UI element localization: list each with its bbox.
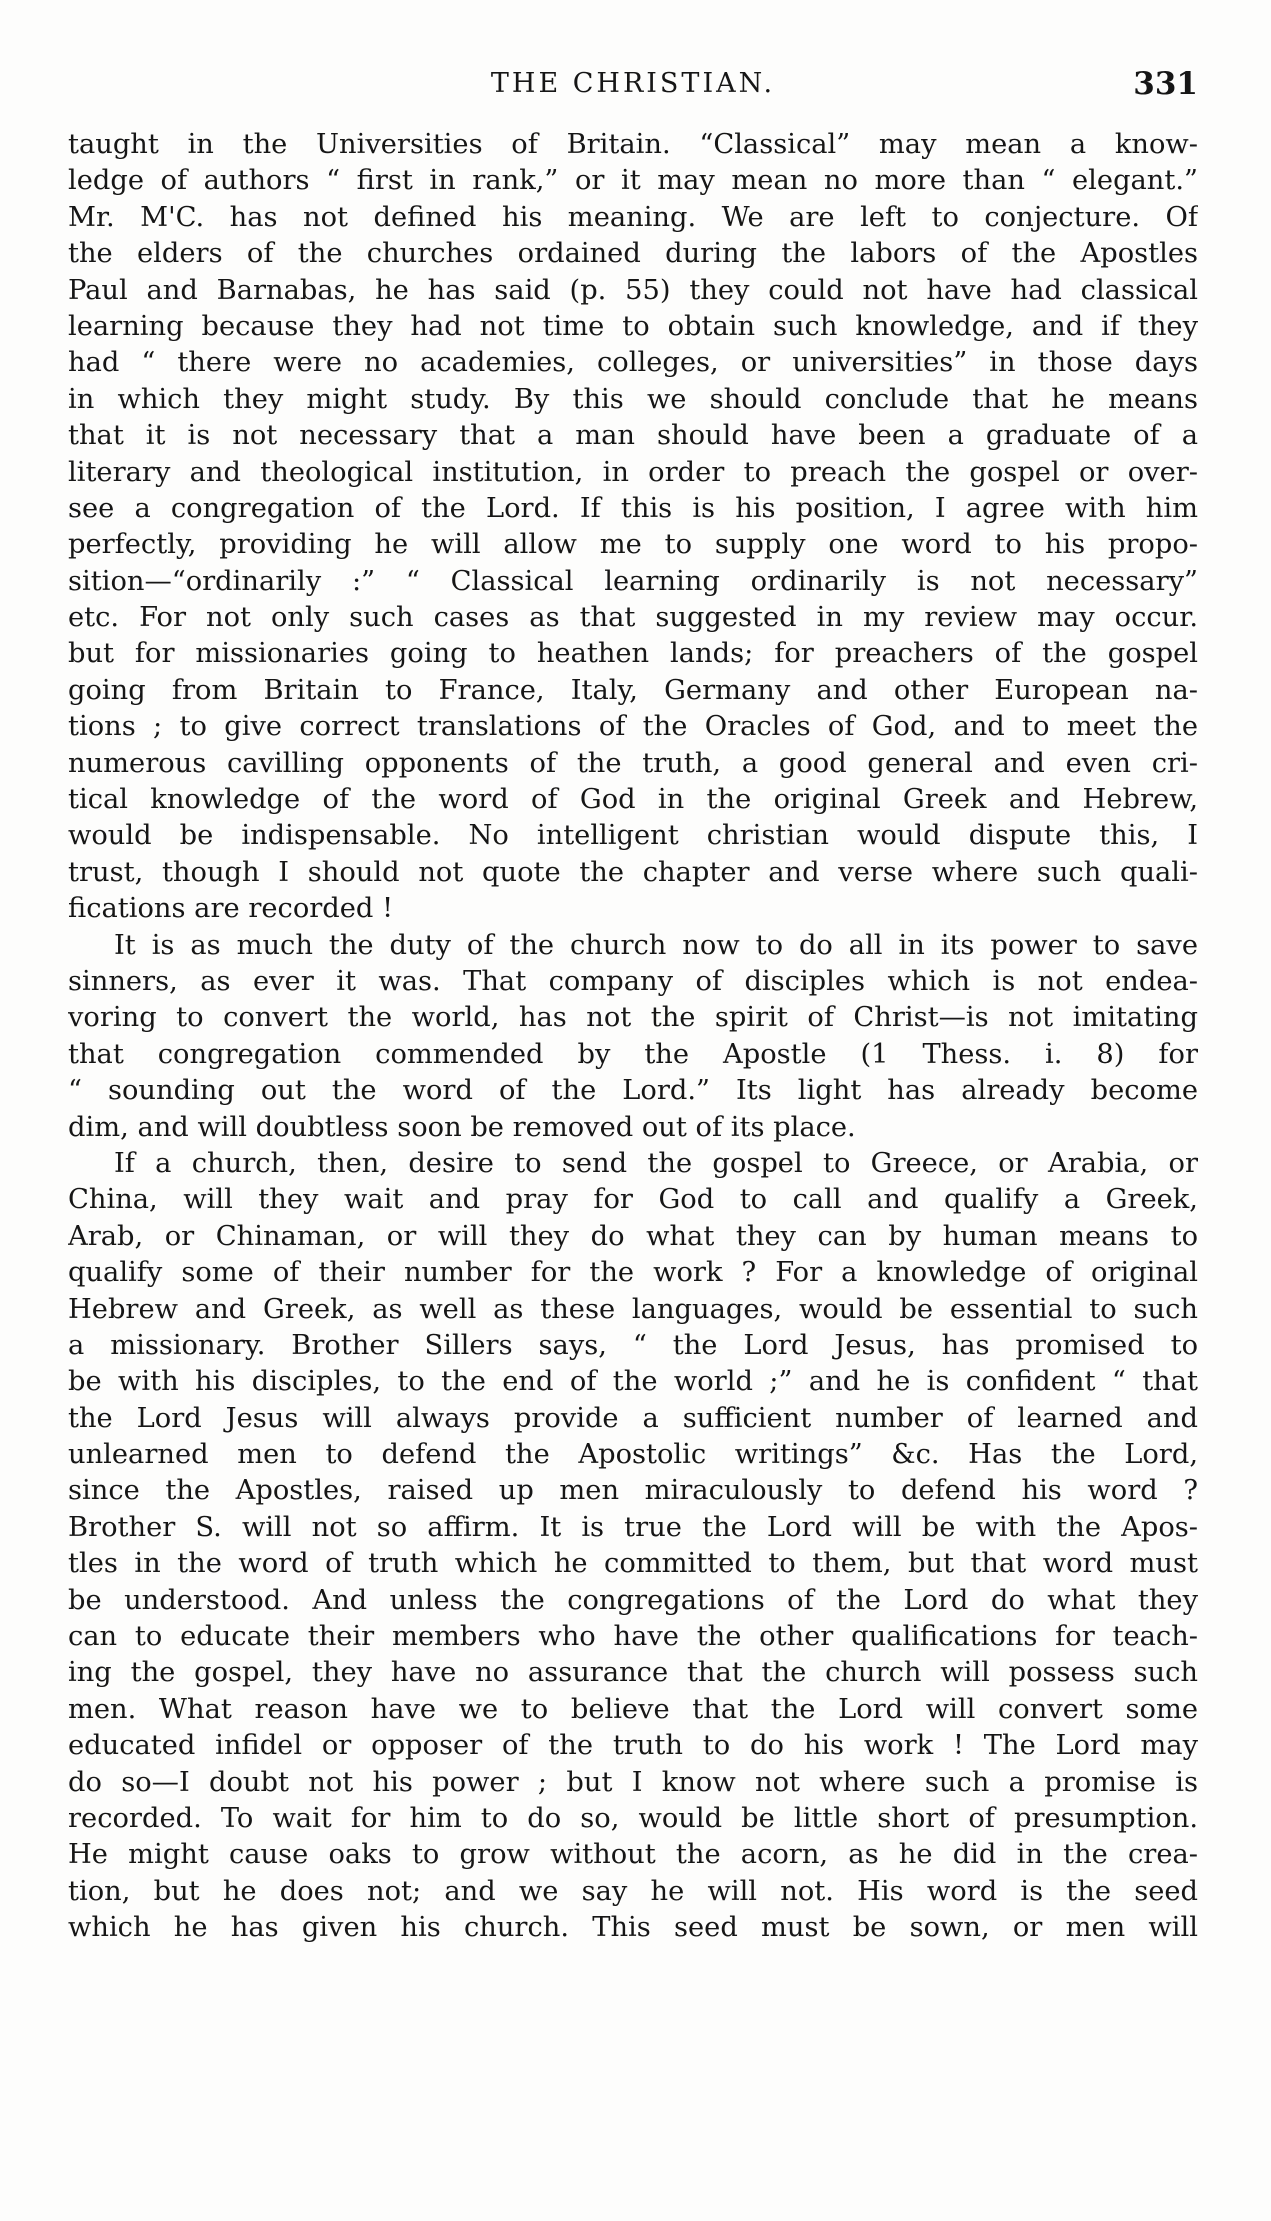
- text-line: ledge of authors “ first in rank,” or it may mean no more than “ elegant.”: [68, 165, 1198, 197]
- text-line: tical knowledge of the word of God in the original Greek and Hebrew,: [68, 784, 1198, 816]
- text-line: recorded. To wait for him to do so, would be little short of presumption.: [68, 1802, 1198, 1834]
- text-line: Arab, or Chinaman, or will they do what they can by human means to: [68, 1220, 1198, 1252]
- text-line: in which they might study. By this we should conclude that he means: [68, 383, 1198, 415]
- text-line: a missionary. Brother Sillers says, “ the Lord Jesus, has promised to: [68, 1329, 1198, 1361]
- text-line: taught in the Universities of Britain. “Classical” may mean a know-: [68, 129, 1198, 160]
- text-line: do so—I doubt not his power ; but I know not where such a promise is: [68, 1766, 1198, 1798]
- text-line: which he has given his church. This seed must be sown, or men will: [68, 1912, 1198, 1944]
- text-line: He might cause oaks to grow without the acorn, as he did in the crea-: [68, 1839, 1198, 1871]
- text-line: literary and theological institution, in order to preach the gospel or over-: [68, 456, 1198, 488]
- text-line: It is as much the duty of the church now to do all in its power to save: [114, 929, 1198, 961]
- text-line: voring to convert the world, has not the spirit of Christ—is not imitating: [68, 1002, 1198, 1034]
- text-line: would be indispensable. No intelligent christian would dispute this, I: [68, 820, 1198, 852]
- text-line: learning because they had not time to obtain such knowledge, and if they: [68, 310, 1198, 342]
- text-line: had “ there were no academies, colleges, or universities” in those days: [68, 347, 1198, 379]
- text-line: sinners, as ever it was. That company of disciples which is not endea-: [68, 965, 1198, 997]
- text-line: educated infidel or opposer of the truth to do his work ! The Lord may: [68, 1730, 1198, 1762]
- text-line: Mr. M'C. has not defined his meaning. We are left to conjecture. Of: [68, 201, 1198, 233]
- text-line: numerous cavilling opponents of the truth, a good general and even cri-: [68, 747, 1198, 779]
- text-line: be understood. And unless the congregations of the Lord do what they: [68, 1584, 1198, 1616]
- text-line: be with his disciples, to the end of the world ;” and he is confident “ that: [68, 1366, 1198, 1398]
- text-line: can to educate their members who have the other qualifications for teach-: [68, 1621, 1198, 1653]
- text-line: tion, but he does not; and we say he will not. His word is the seed: [68, 1875, 1198, 1907]
- text-line: but for missionaries going to heathen lands; for preachers of the gospel: [68, 638, 1198, 670]
- text-line: the elders of the churches ordained during the labors of the Apostles: [68, 238, 1198, 270]
- text-line: ing the gospel, they have no assurance that the church will possess such: [68, 1657, 1198, 1689]
- text-line: China, will they wait and pray for God to call and qualify a Greek,: [68, 1184, 1198, 1216]
- text-line: etc. For not only such cases as that suggested in my review may occur.: [68, 602, 1198, 634]
- text-line: Paul and Barnabas, he has said (p. 55) they could not have had classical: [68, 274, 1198, 306]
- running-title: THE CHRISTIAN.: [490, 68, 776, 99]
- text-line: dim, and will doubtless soon be removed out of its place.: [68, 1111, 856, 1143]
- text-line: since the Apostles, raised up men miraculously to defend his word ?: [68, 1475, 1198, 1507]
- text-line: that it is not necessary that a man should have been a graduate of a: [68, 420, 1198, 452]
- text-line: going from Britain to France, Italy, Germany and other European na-: [68, 674, 1198, 706]
- text-line: tions ; to give correct translations of the Oracles of God, and to meet the: [68, 711, 1198, 743]
- text-line: fications are recorded !: [68, 893, 394, 925]
- running-header: [68, 64, 1198, 104]
- text-line: Brother S. will not so affirm. It is true the Lord will be with the Apos-: [68, 1511, 1198, 1543]
- text-line: tles in the word of truth which he committed to them, but that word must: [68, 1548, 1198, 1580]
- text-line: Hebrew and Greek, as well as these languages, would be essential to such: [68, 1293, 1198, 1325]
- text-line: If a church, then, desire to send the gospel to Greece, or Arabia, or: [114, 1147, 1198, 1179]
- text-line: men. What reason have we to believe that the Lord will convert some: [68, 1693, 1198, 1725]
- text-line: perfectly, providing he will allow me to supply one word to his propo-: [68, 529, 1198, 561]
- text-line: “ sounding out the word of the Lord.” Its light has already become: [68, 1075, 1198, 1107]
- page-number: 331: [1133, 66, 1198, 102]
- text-line: trust, though I should not quote the chapter and verse where such quali-: [68, 856, 1198, 888]
- body-text: [68, 127, 1198, 1947]
- text-line: the Lord Jesus will always provide a sufficient number of learned and: [68, 1402, 1198, 1434]
- text-line: that congregation commended by the Apostle (1 Thess. i. 8) for: [68, 1038, 1198, 1070]
- text-line: unlearned men to defend the Apostolic writings” &c. Has the Lord,: [68, 1439, 1198, 1471]
- text-line: sition—“ordinarily :” “ Classical learning ordinarily is not necessary”: [68, 565, 1198, 597]
- text-line: qualify some of their number for the work ? For a knowledge of original: [68, 1257, 1198, 1289]
- text-line: see a congregation of the Lord. If this is his position, I agree with him: [68, 492, 1198, 524]
